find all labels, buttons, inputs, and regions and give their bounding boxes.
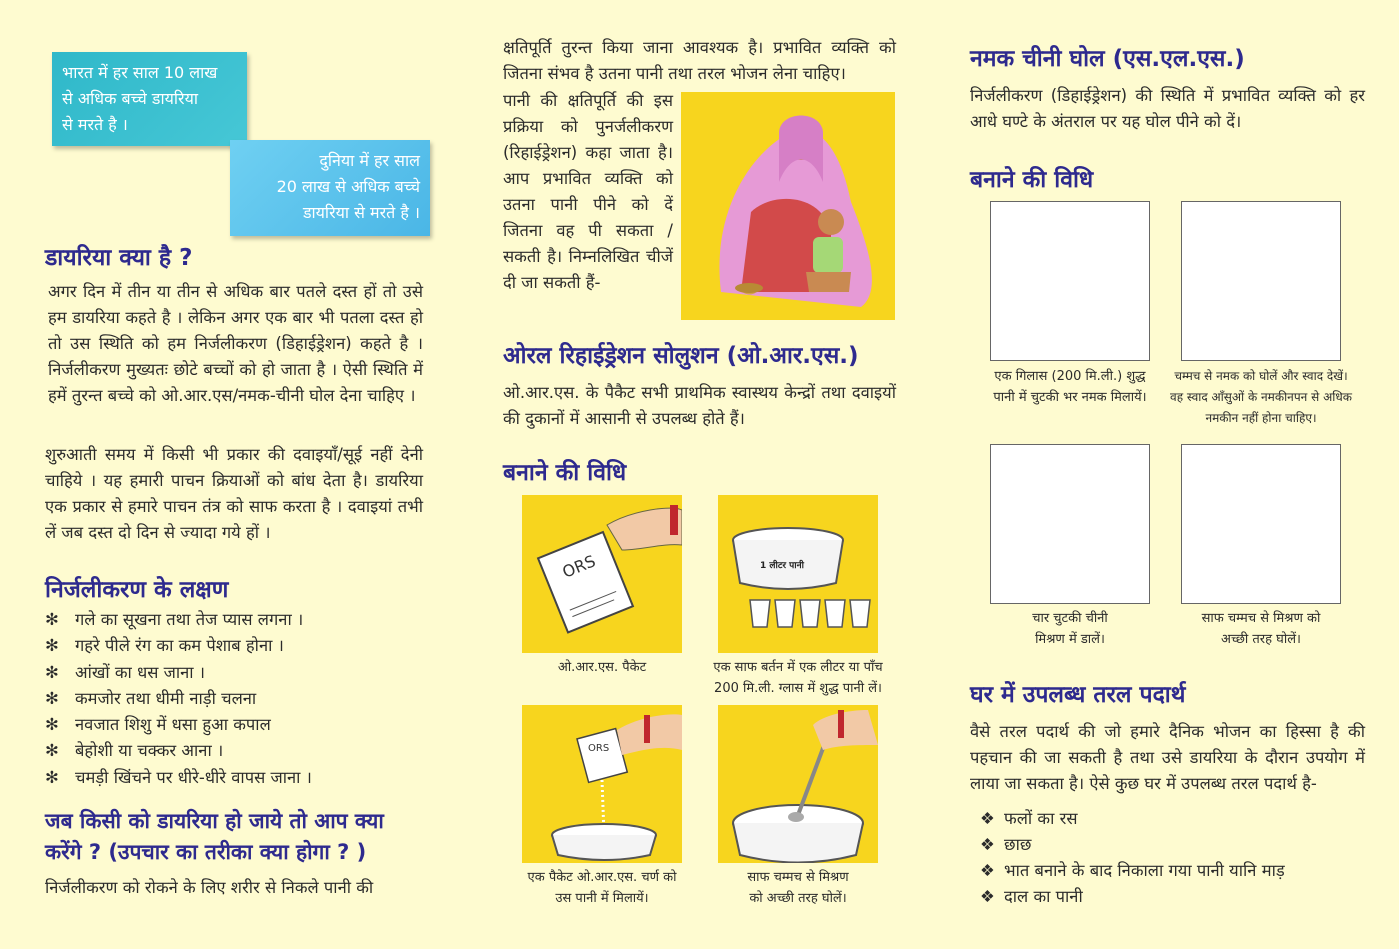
paragraph-ors: ओ.आर.एस. के पैकैट सभी प्राथमिक स्वास्थय केन्द्रों तथा दवाइयों की दुकानों में आसानी से उपलब्ध होते हैं। (503, 383, 896, 428)
caption-line: उस पानी में मिलायें। (555, 891, 649, 906)
caption-line: एक साफ बर्तन में एक लीटर या पाँच (713, 660, 883, 675)
paragraph-rehydration: पानी की क्षतिपूर्ति की इस प्रक्रिया को पुनर्जलीकरण (रिहाईड्रेशन) कहा जाता है। आप प्रभावित व्यक्ति को उतना पानी पीने को दें जितना वह पी सकता / सकती है। निम्नलिखित चीजें दी जा सकती हैं- (503, 91, 673, 292)
heading-ors: ओरल रिहाईड्रेशन सोलुशन (ओ.आर.एस.) (503, 343, 859, 369)
caption-line: साफ चम्मच से मिश्रण (747, 870, 849, 885)
list-item: ✻ गले का सूखना तथा तेज प्यास लगना । (45, 607, 423, 633)
home-fluids-list (980, 806, 1360, 910)
sticky-note-india (52, 52, 247, 146)
caption-line: 200 मि.ली. ग्लास में शुद्ध पानी लें। (714, 681, 882, 696)
caption-mix-ors (512, 867, 692, 909)
vessel-label: 1 लीटर पानी (760, 561, 804, 571)
sss-step-1-image (990, 201, 1150, 361)
ors-packet-illustration (522, 495, 682, 653)
sticky-line: से अधिक बच्चे डायरिया (62, 89, 198, 108)
sss-step-2-image (1181, 201, 1341, 361)
heading-dehydration-symptoms: निर्जलीकरण के लक्षण (45, 577, 229, 603)
list-item: ❖ भात बनाने के बाद निकाला गया पानी यानि माड़ (980, 858, 1360, 884)
paragraph-home-fluids: वैसे तरल पदार्थ की जो हमारे दैनिक भोजन का हिस्सा है की पहचान की जा सकती है तथा उसे डायरिया के दौरान उपयोग में लाया जा सकता है। ऐसे कुछ घर में उपलब्ध तरल पदार्थ है- (970, 722, 1365, 793)
sss-step-4-image (1181, 444, 1341, 604)
list-item: ❖ छाछ (980, 832, 1360, 858)
pour-ors-illustration (522, 705, 682, 863)
caption-ors-packet: ओ.आर.एस. पैकेट (557, 660, 647, 675)
heading-line: करेंगे ? (उपचार का तरीका क्या होगा ? ) (45, 840, 367, 864)
heading-line: जब किसी को डायरिया हो जाये तो आप क्या (45, 809, 384, 833)
paragraph-what-is-diarrhea: अगर दिन में तीन या तीन से अधिक बार पतले दस्त हों तो उसे हम डायरिया कहते है । लेकिन अगर एक बार भी पतला दस्त हो तो उस स्थिति को हम निर्जलीकरण (डिहाईड्रेशन) कहते है । निर्जलीकरण मुख्यतः छोटे बच्चों को हो जाता है । ऐसी स्थिति में हमें तुरन्त बच्चे को ओ.आर.एस/नमक-चीनी घोल देना चाहिए । (48, 282, 423, 405)
caption-line: एक पैकेट ओ.आर.एस. चर्ण को (527, 870, 677, 885)
paragraph-salt-sugar-solution: निर्जलीकरण (डिहाईड्रेशन) की स्थिति में प्रभावित व्यक्ति को हर आधे घण्टे के अंतराल पर यह घोल पीने को दें। (970, 86, 1365, 131)
list-item: ✻ नवजात शिशु में धसा हुआ कपाल (45, 712, 423, 738)
asterisk-bullet-icon: ✻ (45, 662, 59, 682)
asterisk-bullet-icon: ✻ (45, 715, 59, 735)
heading-what-is-diarrhea: डायरिया क्या है ? (45, 245, 193, 271)
caption-line: पानी में चुटकी भर नमक मिलायें। (993, 390, 1147, 405)
heading-ors-method: बनाने की विधि (503, 460, 627, 486)
heading-home-fluids: घर में उपलब्ध तरल पदार्थ (970, 682, 1186, 708)
symptom-list (45, 607, 423, 791)
caption-line: को अच्छी तरह घोलें। (749, 891, 847, 906)
caption-line: मिश्रण में डालें। (1035, 632, 1105, 647)
diamond-bullet-icon: ❖ (980, 861, 995, 880)
sticky-note-world (230, 140, 430, 236)
caption-line: वह स्वाद आँसुओं के नमकीनपन से अधिक (1170, 390, 1352, 404)
small-packet-label: ORS (588, 743, 610, 754)
mother-child-image (681, 92, 895, 320)
ors-packet-label: ORS (559, 551, 599, 582)
caption-line: साफ चम्मच से मिश्रण को (1201, 611, 1321, 626)
heading-treatment (45, 806, 425, 868)
asterisk-bullet-icon: ✻ (45, 636, 59, 656)
sticky-line: डायरिया से मरते है । (302, 203, 420, 222)
list-item: ✻ बेहोशी या चक्कर आना । (45, 738, 423, 764)
heading-salt-sugar-solution: नमक चीनी घोल (एस.एल.एस.) (970, 46, 1245, 72)
sticky-line: दुनिया में हर साल (319, 151, 420, 170)
caption-line: नमकीन नहीं होना चाहिए। (1205, 411, 1317, 425)
caption-vessel (699, 657, 897, 699)
caption-line: चार चुटकी चीनी (1032, 611, 1108, 626)
asterisk-bullet-icon: ✻ (45, 688, 59, 708)
caption-line: अच्छी तरह घोलें। (1221, 632, 1301, 647)
diamond-bullet-icon: ❖ (980, 809, 995, 828)
diamond-bullet-icon: ❖ (980, 887, 995, 906)
caption-stir (718, 867, 878, 909)
paragraph-compensation: क्षतिपूर्ति तुरन्त किया जाना आवश्यक है। प्रभावित व्यक्ति को जितना संभव है उतना पानी तथा तरल भोजन लेना चाहिए। (503, 38, 896, 83)
asterisk-bullet-icon: ✻ (45, 741, 59, 761)
paragraph-treatment: निर्जलीकरण को रोकने के लिए शरीर से निकले पानी की (45, 878, 374, 897)
list-item: ❖ दाल का पानी (980, 884, 1360, 910)
list-item: ✻ गहरे पीले रंग का कम पेशाब होना । (45, 633, 423, 659)
list-item: ✻ कमजोर तथा धीमी नाड़ी चलना (45, 686, 423, 712)
caption-line: चम्मच से नमक को घोलें और स्वाद देखें। (1174, 369, 1348, 383)
sticky-line: भारत में हर साल 10 लाख (62, 63, 218, 82)
caption-sss-step-1 (970, 366, 1170, 408)
caption-line: एक गिलास (200 मि.ली.) शुद्ध (994, 369, 1146, 384)
list-item: ✻ चमड़ी खिंचने पर धीरे-धीरे वापस जाना । (45, 765, 423, 791)
stir-mixture-illustration (718, 705, 878, 863)
sticky-line: 20 लाख से अधिक बच्चे (276, 177, 420, 196)
caption-sss-step-3 (990, 608, 1150, 650)
sss-step-3-image (990, 444, 1150, 604)
paragraph-medicine-advice: शुरुआती समय में किसी भी प्रकार की दवाइयाँ/सूई नहीं देनी चाहिये । यह हमारी पाचन क्रियाओं को बांध देता है। डायरिया एक प्रकार से हमारे पाचन तंत्र को साफ करता है । दवाइयां तभी लें जब दस्त दो दिन से ज्यादा गये हों । (45, 445, 423, 542)
caption-sss-step-4 (1176, 608, 1346, 650)
sticky-line: से मरते है । (62, 115, 128, 134)
caption-sss-step-2 (1164, 366, 1358, 429)
diamond-bullet-icon: ❖ (980, 835, 995, 854)
list-item: ✻ आंखों का धस जाना । (45, 660, 423, 686)
asterisk-bullet-icon: ✻ (45, 610, 59, 629)
water-vessel-illustration (718, 495, 878, 653)
asterisk-bullet-icon: ✻ (45, 767, 59, 787)
list-item: ❖ फलों का रस (980, 806, 1360, 832)
mother-feeding-child-illustration (681, 92, 895, 320)
heading-sss-method: बनाने की विधि (970, 167, 1094, 193)
